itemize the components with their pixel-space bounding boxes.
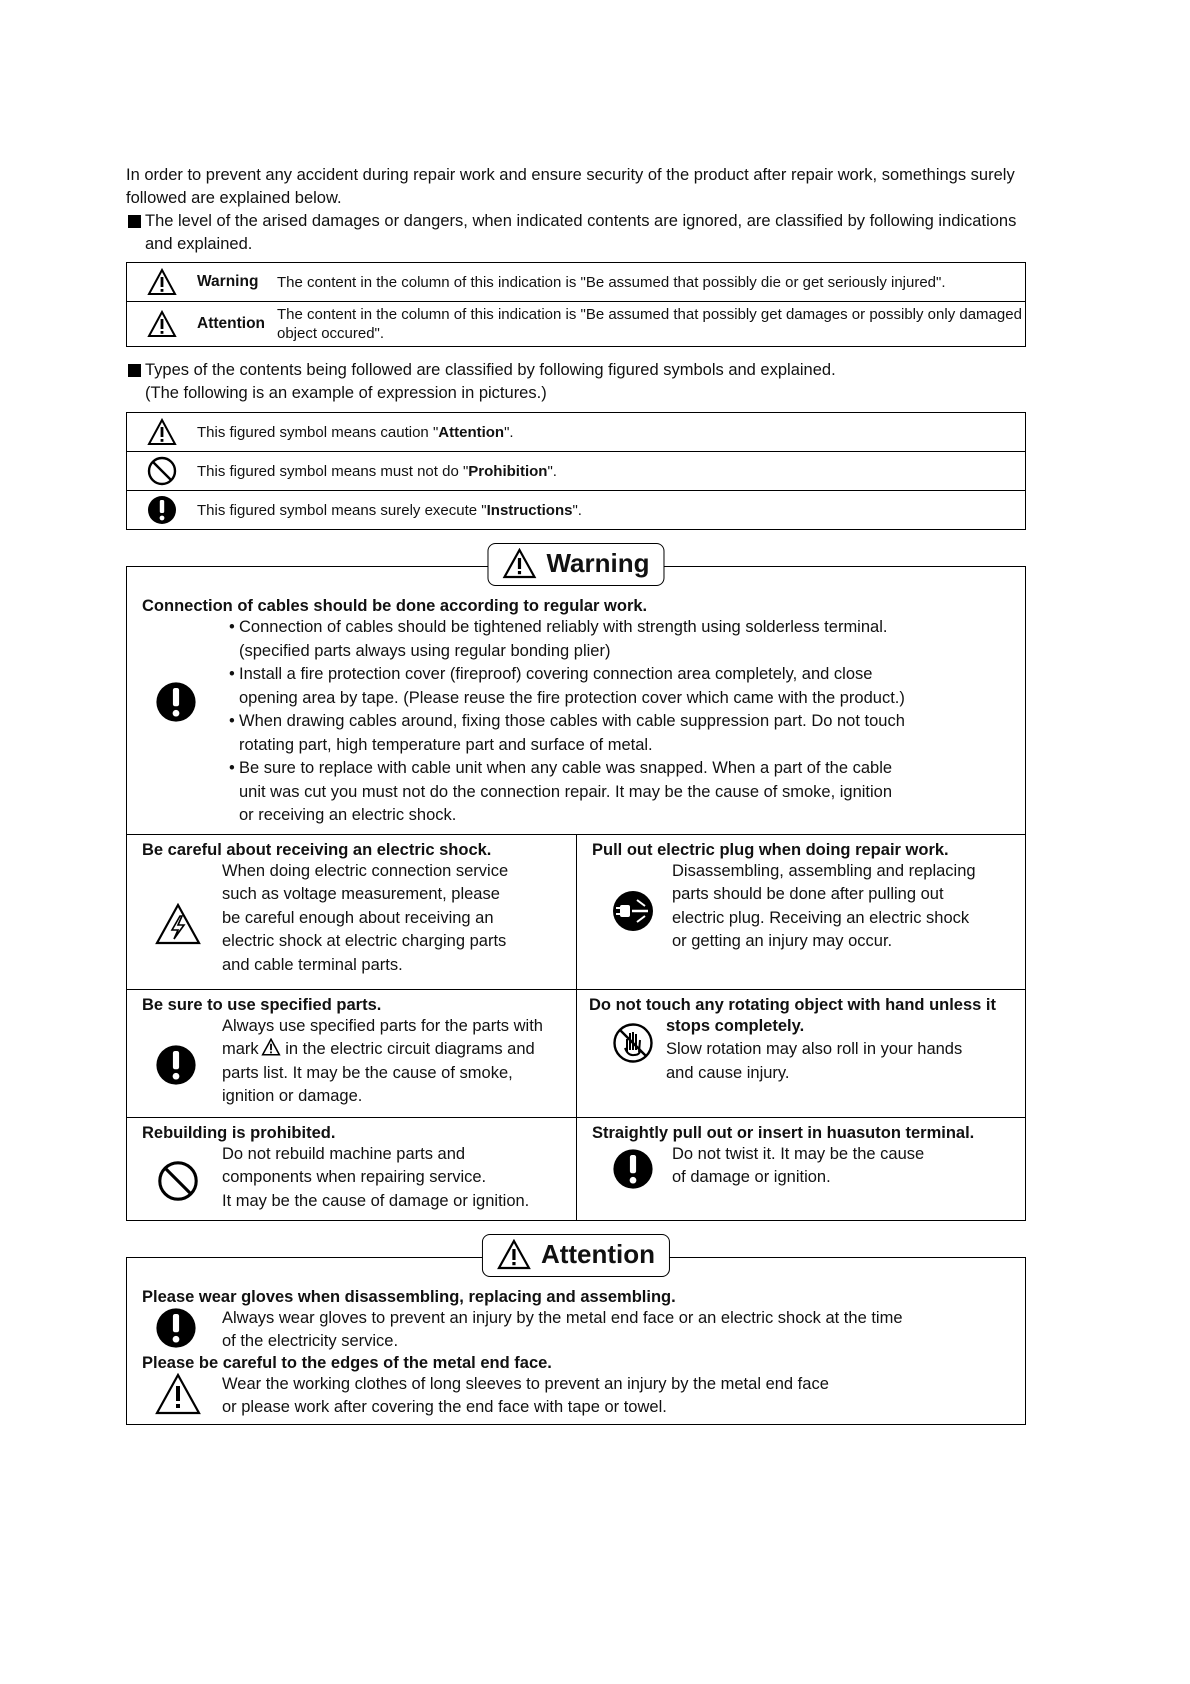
terminal-heading: Straightly pull out or insert in huasuton terminal. <box>592 1123 975 1142</box>
attention-section <box>126 1238 1026 1425</box>
symbol-text: This figured symbol means must not do "Prohibition". <box>197 462 557 480</box>
symbol-text: This figured symbol means caution "Attention". <box>197 423 514 441</box>
safety-page <box>126 164 1026 1425</box>
parts-cell <box>127 990 576 1117</box>
gloves-block <box>142 1307 1015 1354</box>
level-note-text: The level of the arised damages or dangers, when indicated contents are ignored, are classified by following indications and explained. <box>145 212 1017 253</box>
types-note-text: Types of the contents being followed are classified by following figured symbols and explained. <box>145 361 836 379</box>
parts-heading: Be sure to use specified parts. <box>142 995 382 1014</box>
terminal-body: Do not twist it. It may be the cause of damage or ignition. <box>672 1144 925 1186</box>
rotate-cell <box>576 990 1025 1117</box>
edges-body: Wear the working clothes of long sleeves to prevent an injury by the metal end face or please work after covering the end face with tape or towel. <box>222 1374 829 1416</box>
caution-triangle-icon <box>155 1373 201 1420</box>
types-note <box>126 359 1026 382</box>
intro-level-note <box>126 210 1026 256</box>
caution-triangle-icon <box>127 418 197 446</box>
intro <box>126 164 1026 256</box>
instruction-icon <box>155 1307 197 1354</box>
warning-triangle-icon <box>127 268 197 296</box>
instruction-icon <box>612 1148 654 1195</box>
electric-shock-icon <box>155 903 201 950</box>
warning-row-3 <box>127 1117 1025 1220</box>
unplug-icon <box>612 890 654 937</box>
indication-label: Attention <box>197 315 266 332</box>
rotate-heading-cont: stops completely. <box>666 1016 805 1035</box>
types-intro <box>126 359 1026 405</box>
warning-main <box>127 567 1025 834</box>
edges-block <box>142 1373 1015 1420</box>
terminal-cell <box>576 1118 1025 1220</box>
square-bullet-icon <box>128 364 141 377</box>
shock-heading: Be careful about receiving an electric shock. <box>142 840 492 859</box>
indication-text: The content in the column of this indication is "Be assumed that possibly get damages or possibly only damaged object occured". <box>277 306 1022 342</box>
warning-section <box>126 548 1026 1221</box>
no-touch-hand-icon <box>612 1022 654 1069</box>
shock-cell <box>127 835 576 989</box>
plug-cell <box>576 835 1025 989</box>
plug-heading: Pull out electric plug when doing repair work. <box>592 840 949 859</box>
symbol-row-prohibition <box>127 452 1025 490</box>
prohibition-icon <box>157 1160 199 1207</box>
indication-text: The content in the column of this indication is "Be assumed that possibly die or get seriously injured". <box>277 273 946 291</box>
indication-row-attention <box>127 302 1025 346</box>
warning-row-1 <box>127 834 1025 989</box>
intro-paragraph: In order to prevent any accident during repair work and ensure security of the product after repair work, somethings surely followed are explained below. <box>126 166 1015 207</box>
attention-triangle-icon <box>497 1239 531 1270</box>
attention-triangle-icon <box>127 310 197 338</box>
symbol-table <box>126 412 1026 530</box>
indication-label: Warning <box>197 273 259 290</box>
indication-table <box>126 262 1026 347</box>
warning-main-heading: Connection of cables should be done according to regular work. <box>142 597 648 615</box>
list-item: • When drawing cables around, fixing those cables with cable suppression part. Do not touch rotating part, high temperature part and surface of metal. <box>229 712 905 754</box>
symbol-row-instructions <box>127 491 1025 529</box>
plug-body: Disassembling, assembling and replacing parts should be done after pulling out electric plug. Receiving an electric shock or getting an injury may occur. <box>672 861 976 950</box>
instruction-icon <box>155 1044 197 1091</box>
list-item: • Be sure to replace with cable unit when any cable was snapped. When a part of the cable unit was cut you must not do the connection repair. It may be the cause of smoke, ignition or receiving an electric shock. <box>229 759 893 824</box>
instruction-icon <box>155 681 197 728</box>
warning-mark-icon <box>261 1038 281 1056</box>
square-bullet-icon <box>128 215 141 228</box>
types-example: (The following is an example of expression in pictures.) <box>145 384 547 402</box>
rebuild-cell <box>127 1118 576 1220</box>
gloves-body: Always wear gloves to prevent an injury by the metal end face or an electric shock at the time of the electricity service. <box>222 1308 903 1350</box>
edges-heading: Please be careful to the edges of the metal end face. <box>142 1353 552 1372</box>
list-item: • Connection of cables should be tightened reliably with strength using solderless terminal. (specified parts always using regular bonding plier) <box>229 618 888 660</box>
warning-title-text: Warning <box>546 548 650 578</box>
symbol-text: This figured symbol means surely execute "Instructions". <box>197 501 582 519</box>
indication-row-warning <box>127 263 1025 301</box>
gloves-heading: Please wear gloves when disassembling, replacing and assembling. <box>142 1287 676 1306</box>
shock-body: When doing electric connection service such as voltage measurement, please be careful enough about receiving an electric shock at electric charging parts and cable terminal parts. <box>222 861 509 974</box>
symbol-row-attention <box>127 413 1025 451</box>
instruction-icon <box>127 495 197 525</box>
warning-bullet-list <box>142 616 1015 828</box>
rotate-heading: Do not touch any rotating object with hand unless it <box>589 995 996 1014</box>
rebuild-body: Do not rebuild machine parts and components when repairing service. It may be the cause of damage or ignition. <box>222 1144 530 1210</box>
warning-row-2 <box>127 989 1025 1117</box>
attention-section-title <box>482 1234 670 1277</box>
list-item: • Install a fire protection cover (fireproof) covering connection area completely, and close opening area by tape. (Please reuse the fire protection cover which came with the product.) <box>229 665 905 707</box>
parts-body: Always use specified parts for the parts with mark in the electric circuit diagrams and parts list. It may be the cause of smoke, ignition or damage. <box>222 1016 543 1105</box>
rotate-body: stops completely. Slow rotation may also roll in your hands and cause injury. <box>589 1015 1015 1086</box>
rebuild-heading: Rebuilding is prohibited. <box>142 1123 336 1142</box>
prohibition-icon <box>127 456 197 486</box>
attention-title-text: Attention <box>540 1238 656 1269</box>
